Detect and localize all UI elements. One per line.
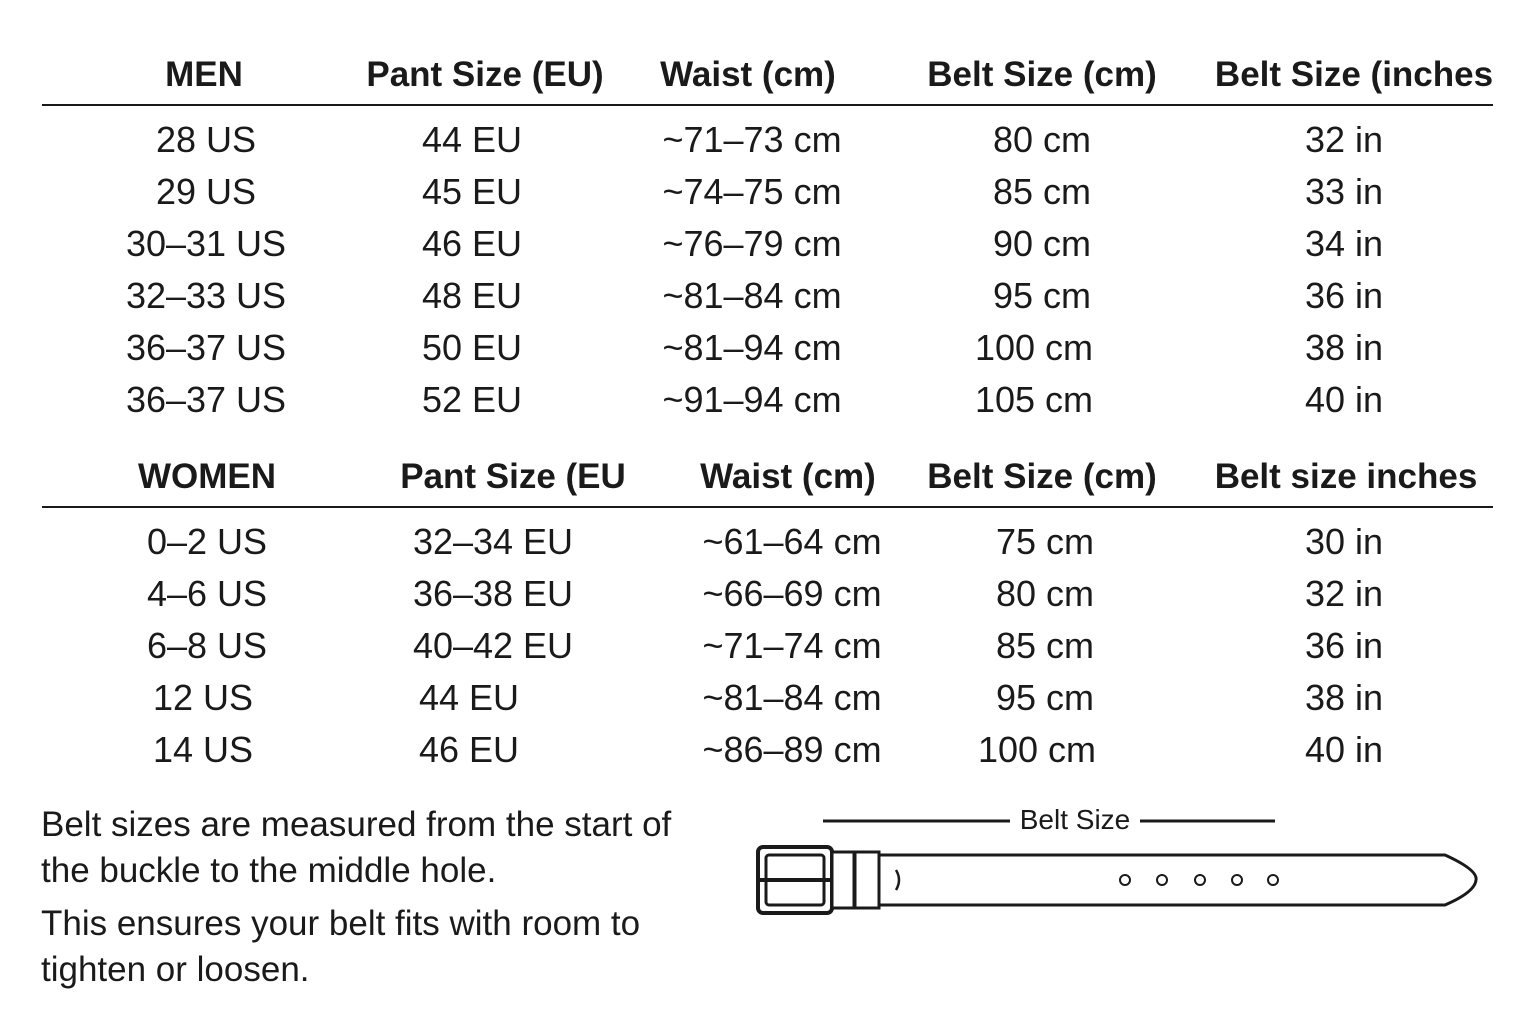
men-belt-in: 40 in [1304, 379, 1384, 420]
belt-keeper-left [832, 852, 854, 908]
women-header-size: WOMEN [137, 457, 277, 496]
men-eu-pant: 48 EU [421, 275, 523, 316]
table-row [42, 270, 1493, 322]
women-eu-pant: 36–38 EU [412, 573, 574, 614]
table-row [42, 724, 1493, 776]
men-us-size: 28 US [155, 119, 257, 160]
women-belt-cm: 80 cm [995, 573, 1095, 614]
men-us-size: 29 US [155, 171, 257, 212]
men-belt-cm: 90 cm [992, 223, 1092, 264]
belt-keeper-right [855, 852, 879, 908]
women-header-pant: Pant Size (EU [400, 457, 626, 496]
women-belt-cm: 100 cm [977, 729, 1097, 770]
men-eu-pant: 46 EU [421, 223, 523, 264]
men-belt-cm: 105 cm [974, 379, 1094, 420]
fit-note: This ensures your belt fits with room to tighten or loosen. [41, 904, 641, 989]
men-us-size: 36–37 US [125, 379, 287, 420]
table-row [42, 374, 1493, 426]
women-header-belt-cm: Belt Size (cm) [927, 457, 1157, 496]
women-header-belt-in: Belt size inches [1214, 457, 1478, 496]
women-belt-in: 36 in [1304, 625, 1384, 666]
men-waist: ~81–94 cm [662, 327, 842, 368]
women-belt-cm: 75 cm [995, 521, 1095, 562]
men-header-waist: Waist (cm) [660, 55, 836, 94]
women-us-size: 4–6 US [146, 573, 268, 614]
men-header-row [42, 48, 1493, 106]
men-eu-pant: 45 EU [421, 171, 523, 212]
belt-size-label: Belt Size [1014, 800, 1137, 840]
men-us-size: 30–31 US [125, 223, 287, 264]
women-us-size: 6–8 US [146, 625, 268, 666]
women-us-size: 0–2 US [146, 521, 268, 562]
men-header-pant: Pant Size (EU) [366, 55, 604, 94]
men-us-size: 32–33 US [125, 275, 287, 316]
women-belt-in: 30 in [1304, 521, 1384, 562]
women-waist: ~86–89 cm [702, 729, 882, 770]
women-header-row [42, 450, 1493, 508]
table-row [42, 166, 1493, 218]
women-us-size: 12 US [152, 677, 254, 718]
women-belt-cm: 85 cm [995, 625, 1095, 666]
men-waist: ~81–84 cm [662, 275, 842, 316]
women-belt-in: 38 in [1304, 677, 1384, 718]
men-belt-in: 34 in [1304, 223, 1384, 264]
women-belt-in: 32 in [1304, 573, 1384, 614]
men-waist: ~71–73 cm [662, 119, 842, 160]
belt-strap [878, 855, 1476, 905]
women-belt-in: 40 in [1304, 729, 1384, 770]
men-waist: ~76–79 cm [662, 223, 842, 264]
women-belt-cm: 95 cm [995, 677, 1095, 718]
table-row [42, 114, 1493, 166]
men-belt-in: 32 in [1304, 119, 1384, 160]
women-size-table [42, 450, 1493, 776]
men-belt-cm: 95 cm [992, 275, 1092, 316]
women-waist: ~61–64 cm [702, 521, 882, 562]
women-waist: ~66–69 cm [702, 573, 882, 614]
men-belt-cm: 80 cm [992, 119, 1092, 160]
table-row [42, 218, 1493, 270]
men-belt-cm: 100 cm [974, 327, 1094, 368]
women-eu-pant: 32–34 EU [412, 521, 574, 562]
men-waist: ~74–75 cm [662, 171, 842, 212]
men-header-belt-in: Belt Size (inches [1214, 55, 1494, 94]
women-eu-pant: 40–42 EU [412, 625, 574, 666]
table-row [42, 672, 1493, 724]
men-belt-in: 33 in [1304, 171, 1384, 212]
men-belt-in: 36 in [1304, 275, 1384, 316]
men-us-size: 36–37 US [125, 327, 287, 368]
table-row [42, 620, 1493, 672]
table-row [42, 516, 1493, 568]
table-row [42, 568, 1493, 620]
men-eu-pant: 44 EU [421, 119, 523, 160]
women-us-size: 14 US [152, 729, 254, 770]
measurement-note: Belt sizes are measured from the start of the buckle to the middle hole. [41, 805, 672, 890]
men-belt-in: 38 in [1304, 327, 1384, 368]
men-waist: ~91–94 cm [662, 379, 842, 420]
men-belt-cm: 85 cm [992, 171, 1092, 212]
men-header-belt-cm: Belt Size (cm) [927, 55, 1157, 94]
women-eu-pant: 44 EU [418, 677, 520, 718]
men-header-size: MEN [165, 55, 243, 94]
men-eu-pant: 52 EU [421, 379, 523, 420]
men-eu-pant: 50 EU [421, 327, 523, 368]
men-size-table [42, 48, 1493, 426]
women-waist: ~81–84 cm [702, 677, 882, 718]
table-row [42, 322, 1493, 374]
women-header-waist: Waist (cm) [700, 457, 876, 496]
women-eu-pant: 46 EU [418, 729, 520, 770]
women-waist: ~71–74 cm [702, 625, 882, 666]
